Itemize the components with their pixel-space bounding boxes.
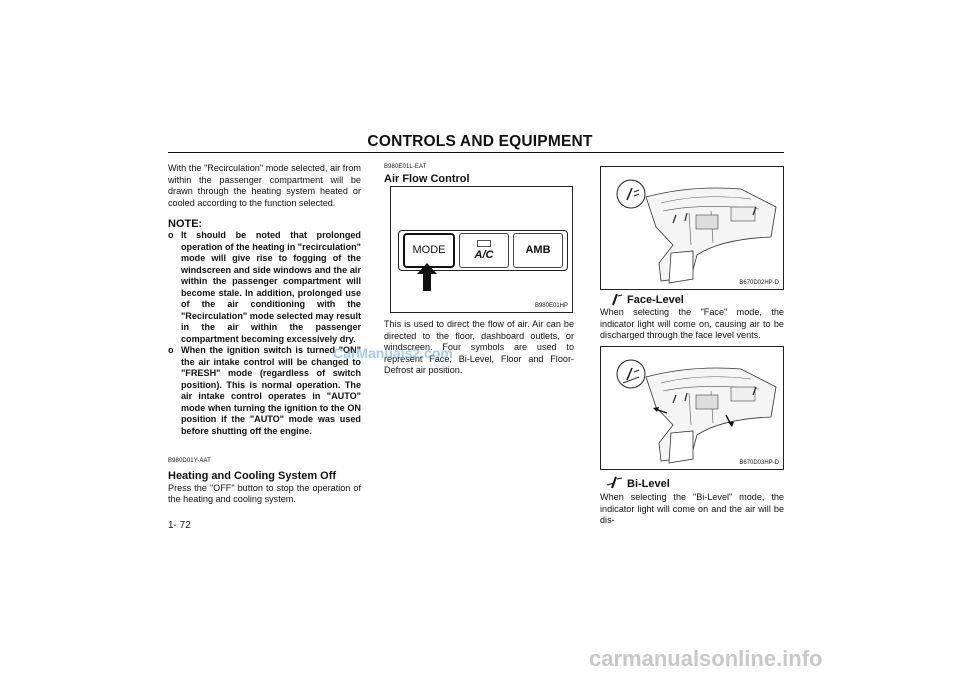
ac-indicator-light bbox=[477, 240, 491, 247]
face-level-text: When selecting the "Face" mode, the indicator light will come on, causing air to be discharged through the face level vents. bbox=[600, 307, 784, 340]
air-flow-code: B980E01L-EAT bbox=[384, 164, 427, 170]
intro-paragraph: With the "Recirculation" mode selected, air from within the passenger compartment will be drawn through the heating system heated or cooled according to the function selected. bbox=[168, 163, 361, 208]
air-flow-figure bbox=[390, 186, 573, 313]
section-title: Heating and Cooling System Off bbox=[168, 469, 337, 482]
bi-level-text: When selecting the "Bi-Level" mode, the indicator light will come on and the air will be dis- bbox=[600, 492, 784, 525]
face-vent-icon bbox=[607, 292, 623, 306]
ac-button-label: A/C bbox=[474, 249, 494, 261]
watermark-overlay: CarManuals2.com bbox=[333, 345, 453, 361]
note-text: When the ignition switch is turned "ON" the air intake control will be changed to "FRESH" mode (regardless of switch position). This is normal operation. The air intake control operates in "AUTO" mode when turning the ignition to the ON position if the "AUTO" mode was used before shutting off the engine. bbox=[181, 345, 361, 436]
bi-level-figure bbox=[600, 346, 784, 470]
watermark-footer[interactable]: carmanualsonline.info bbox=[589, 646, 823, 671]
page-header: CONTROLS AND EQUIPMENT bbox=[367, 133, 593, 150]
note-bullet: o bbox=[168, 345, 174, 355]
header-rule bbox=[168, 152, 784, 153]
dashboard-illustration-face bbox=[601, 167, 783, 289]
ac-button[interactable] bbox=[459, 233, 509, 268]
bi-level-vent-icon bbox=[606, 474, 624, 490]
note-item bbox=[168, 230, 361, 345]
air-flow-text: This is used to direct the flow of air. Air can be directed to the floor, dashboard outlets, or windscreen. Four symbols are used to represent Face, Bi-Level, Floor and Floor-Defrost air position. bbox=[384, 319, 574, 375]
dashboard-illustration-bi-level bbox=[601, 347, 783, 469]
face-level-figure bbox=[600, 166, 784, 290]
note-list bbox=[168, 230, 361, 437]
note-text: It should be noted that prolonged operation of the heating in "recirculation" mode will give rise to fogging of the windscreen and side windows and the air within the passenger compartment will become stale. In addition, prolonged use of the air conditioning with the "Recirculation" mode selected may result in the air within the passenger compartment becoming excessively dry. bbox=[181, 230, 361, 344]
note-bullet: o bbox=[168, 230, 174, 240]
pointer-arrow-icon bbox=[417, 263, 437, 291]
figure-caption: B670D02HP-D bbox=[739, 280, 779, 286]
mode-button-label: MODE bbox=[412, 244, 446, 256]
figure-caption: B980E01HP bbox=[534, 303, 568, 309]
air-flow-title: Air Flow Control bbox=[384, 173, 470, 185]
page-number: 1- 72 bbox=[168, 520, 191, 531]
figure-caption: B670D03HP-D bbox=[739, 460, 779, 466]
note-label: NOTE: bbox=[168, 218, 203, 230]
section-text: Press the "OFF" button to stop the operation of the heating and cooling system. bbox=[168, 482, 361, 504]
amb-button-label: AMB bbox=[525, 244, 551, 256]
amb-button[interactable] bbox=[513, 233, 563, 268]
column-left bbox=[168, 163, 361, 506]
face-level-title: Face-Level bbox=[627, 294, 684, 306]
bi-level-title: Bi-Level bbox=[627, 478, 670, 490]
section-code: B980D01Y-AAT bbox=[168, 458, 211, 464]
